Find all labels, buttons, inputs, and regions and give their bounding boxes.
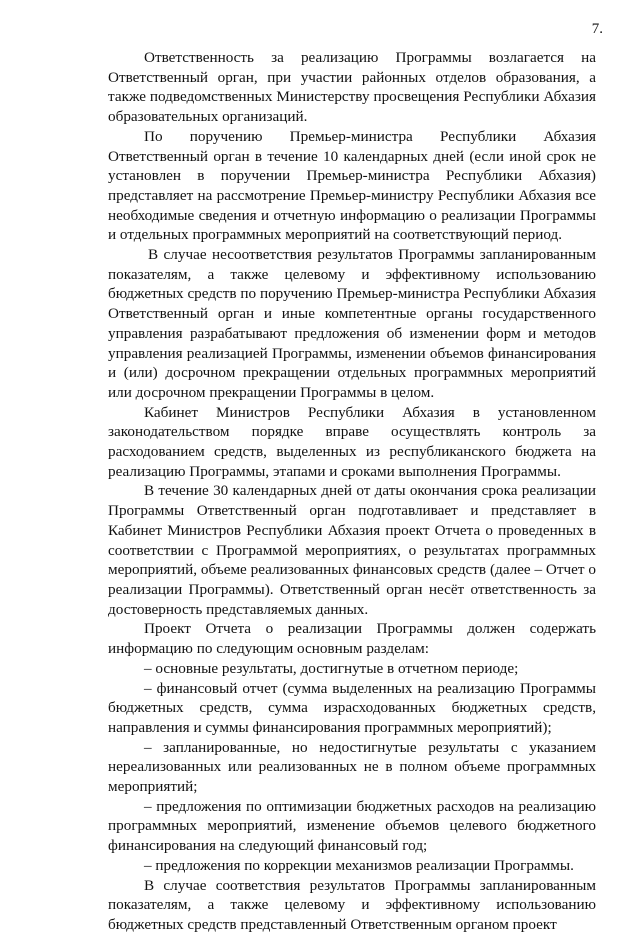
page-number: 7. [591,21,603,37]
list-item-unachieved-results: – запланированные, но недостигнутые результаты с указанием нереализованных или реализованных не в полном объеме программных мероприятий; [108,738,596,796]
list-item-budget-optimization: – предложения по оптимизации бюджетных расходов на реализацию программных мероприятий, изменение объемов целевого бюджетного финансирования на следующий финансовый год; [108,797,596,855]
paragraph-responsibility: Ответственность за реализацию Программы возлагается на Ответственный орган, при участии районных отделов образования, а также подведомственных Министерству просвещения Республики Абхазия образовательных организаций. [108,49,596,126]
list-item-mechanism-correction: – предложения по коррекции механизмов реализации Программы. [144,856,574,874]
list-item-main-results: – основные результаты, достигнутые в отчетном периоде; [144,659,519,677]
paragraph-cabinet-control: Кабинет Министров Республики Абхазия в установленном законодательством порядке вправе осуществлять контроль за расходованием средств, выделенных из республиканского бюджета на реализацию Программы, этапами и сроками выполнения Программы. [108,403,596,480]
paragraph-compliance-case: В случае соответствия результатов Программы запланированным показателям, а также целевому и эффективному использованию бюджетных средств представленный Ответственным органом проект [108,876,596,933]
paragraph-reporting-on-instruction: По поручению Премьер-министра Республики Абхазия Ответственный орган в течение 10 календарных дней (если иной срок не установлен в поручении Премьер-министра Республики Абхазия) представляет на рассмотрение Премьер-министру Республики Абхазия все необходимые сведения и отчетную информацию о реализации Программы и отдельных программных мероприятий на соответствующий период. [108,127,596,244]
list-item-financial-report: – финансовый отчет (сумма выделенных на реализацию Программы бюджетных средств, сумма израсходованных бюджетных средств, направления и суммы финансирования программных мероприятий); [108,679,596,736]
paragraph-final-report: В течение 30 календарных дней от даты окончания срока реализации Программы Ответственный орган подготавливает и представляет в Кабинет Министров Республики Абхазия проект Отчета о проведенных в соответствии с Программой мероприятиях, о результатах программных мероприятий, объеме реализованных финансовых средств (далее – Отчет о реализации Программы). Ответственный орган несёт ответственность за достоверность представляемых данных. [108,482,596,618]
paragraph-report-sections-intro: Проект Отчета о реализации Программы должен содержать информацию по следующим основным разделам: [108,620,596,658]
paragraph-noncompliance: В случае несоответствия результатов Программы запланированным показателям, а также целевому и эффективному использованию бюджетных средств по поручению Премьер-министра Республики Абхазия Ответственный орган и иные компетентные органы государственного управления разрабатывают предложения об изменении форм и методов управления реализацией Программы, изменении объемов финансирования и (или) досрочном прекращении отдельных программных мероприятий или досрочном прекращении Программы в целом. [108,246,596,401]
document-body [108,48,596,935]
